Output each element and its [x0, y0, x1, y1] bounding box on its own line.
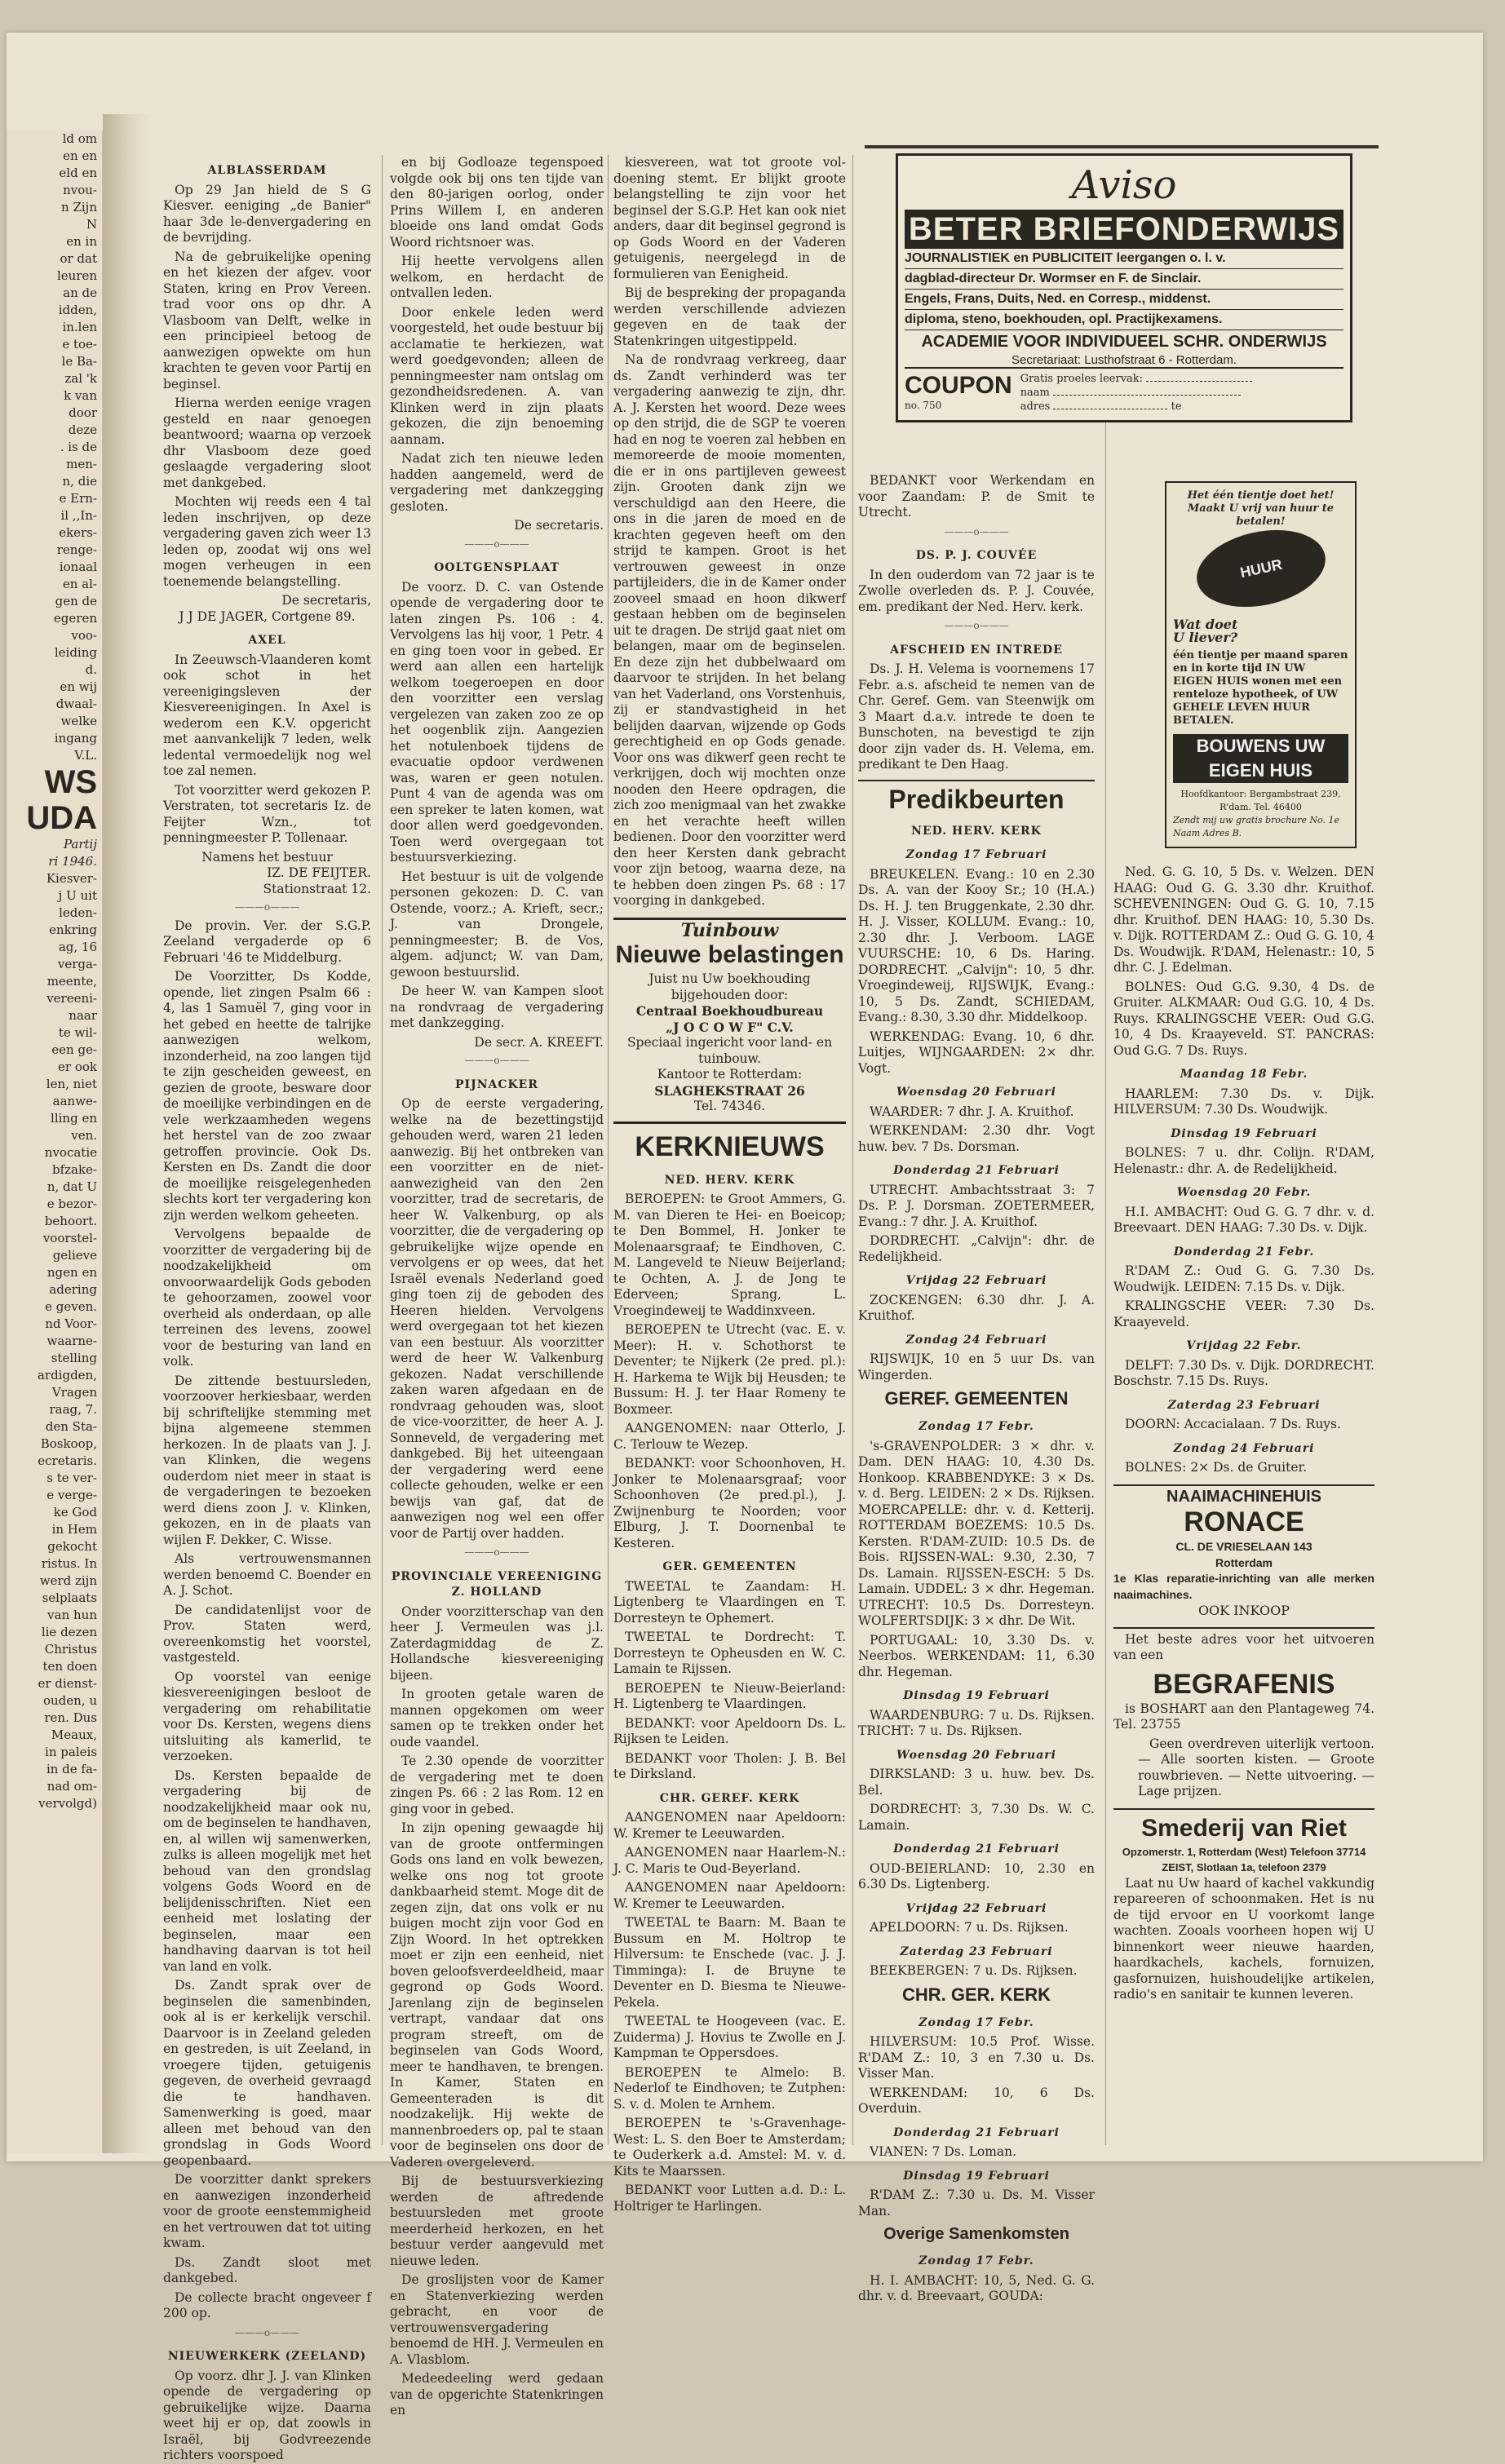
- paragraph: UTRECHT. Ambachtsstraat 3: 7 Ds. P. J. Dorsman. ZOETERMEER, Evang.: 7 dhr. J. A. Kruithof.: [858, 1182, 1095, 1229]
- paragraph: Op voorz. dhr J. J. van Klinken opende de vergadering op gebruikelijke wijze. Daarna weet hij er op, dat zoowls in Israël, bij Godvreezende richters voorspoed: [163, 2368, 371, 2462]
- huur-question: Wat doet: [1173, 617, 1238, 632]
- subheading: GEREF. GEMEENTEN: [884, 1388, 1069, 1409]
- paragraph: De groslijsten voor de Kamer en Statenverkiezing werden gebracht, en voor de vertrouwensvergadering benoemd de HH. J. Vermeulen en A. Vlasblom.: [390, 2272, 604, 2367]
- heading-couvee: DS. P. J. COUVÉE: [915, 549, 1038, 562]
- paragraph: Nadat zich ten nieuwe leden hadden aangemeld, werd de vergadering met dankzegging gesloten.: [390, 451, 604, 514]
- aviso-headline: BETER BRIEFONDERWIJS: [905, 210, 1343, 249]
- paragraph: DELFT: 7.30 Ds. v. Dijk. DORDRECHT. Boschstr. 7.15 Ds. Ruys.: [1113, 1357, 1374, 1388]
- coupon-field[interactable]: [1146, 381, 1252, 382]
- date-heading: Woensdag 20 Februari: [896, 1748, 1056, 1762]
- coupon-field-label: Gratis proeles leervak:: [1020, 373, 1144, 385]
- signature: J J DE JAGER, Cortgene 89.: [179, 608, 356, 624]
- signature: De secr. A. KREEFT.: [474, 1034, 604, 1050]
- strip-line: zal 'k: [64, 371, 97, 386]
- ronace-text: 1e Klas reparatie-inrichting van alle merken naaimachines.: [1113, 1572, 1374, 1601]
- strip-line: len, niet: [46, 1077, 97, 1091]
- date-heading: Woensdag 20 Febr.: [1176, 1186, 1312, 1199]
- strip-line: een ge-: [51, 1042, 97, 1057]
- huur-text: één tientje per maand sparen en in korte tijd IN UW EIGEN HUIS wonen met een renteloze hypotheek, of UW GEHELE LEVEN HUUR BETALEN.: [1173, 649, 1348, 727]
- ad-text: Centraal Boekhoudbureau: [635, 1003, 824, 1019]
- paragraph: In den ouderdom van 72 jaar is te Zwolle overleden ds. P. J. Couvée, em. predikant der Ned. Herv. kerk.: [858, 567, 1095, 614]
- paragraph: 's-GRAVENPOLDER: 3 × dhr. v. Dam. DEN HAAG: 10, 4.30 Ds. Honkoop. KRABBENDYKE: 3 × Ds. v. d. Berg. LEIDEN: 2 × Ds. Rijksen. MOERCAPELLE: dhr. v. d. Ketterij. ROTTERDAM BOEZEMS: 10.5 Ds. Kersten. R'DAM-ZUID: 10.5 Ds. de Bois. RIJSSEN-WAL: 9.30, 2.30, 7 Ds. Lamain. RIJSSEN-ESCH: 5 Ds. Lamain. UDDEL: 3 × dhr. Hegeman. UTRECHT: 10.5 Ds. Dorresteyn. WOLFERTSDIJK: 3 × dhr. De Wit.: [858, 1438, 1095, 1628]
- coupon-field[interactable]: [1053, 395, 1241, 396]
- paragraph: Op voorstel van eenige kiesvereenigingen besloot de vergadering om rehabilitatie voor Ds. Kersten, wegens diens uitsluiting als kamerlid, te verzoeken.: [163, 1669, 371, 1763]
- strip-line: verga-: [57, 957, 97, 971]
- strip-line: lling en: [51, 1111, 97, 1126]
- ad-text: Speciaal ingericht voor land- en tuinbouw.: [626, 1035, 833, 1066]
- ronace-address: CL. DE VRIESELAAN 143: [1175, 1540, 1312, 1553]
- section-tuinbouw: Tuinbouw: [680, 919, 779, 941]
- strip-line: k van: [64, 388, 97, 403]
- signature: Namens het bestuur: [201, 849, 333, 865]
- paragraph: Het bestuur is uit de volgende personen gekozen: D. C. van Ostende, voorz.; A. Krieft, secr.; J. van Drongele, penningmeester; B. de Vos, algem. adjunct; W. van Dam, gewoon bestuurslid.: [390, 869, 604, 980]
- date-heading: Donderdag 21 Febr.: [1173, 1245, 1315, 1259]
- coupon-label: COUPON: [905, 372, 1012, 399]
- smederij-address: ZEIST, Slotlaan 1a, telefoon 2379: [1162, 1861, 1326, 1873]
- paragraph: DORDRECHT. „Calvijn": dhr. de Redelijkheid.: [858, 1233, 1095, 1264]
- strip-line: men-: [66, 457, 97, 471]
- paragraph: H.I. AMBACHT: Oud G. G. 7 dhr. v. d. Breevaart. DEN HAAG: 7.30 Ds. v. Dijk.: [1113, 1204, 1374, 1235]
- ad-text: Tel. 74346.: [693, 1099, 766, 1113]
- aviso-academy: ACADEMIE VOOR INDIVIDUEEL SCHR. ONDERWIJS: [921, 333, 1327, 351]
- subheading: CHR. GEREF. KERK: [659, 1791, 800, 1805]
- strip-line: leuren: [56, 268, 97, 283]
- paragraph: Medeedeeling werd gedaan van de opgerichte Statenkringen en: [390, 2371, 604, 2418]
- strip-line: door: [69, 405, 97, 420]
- paragraph: R'DAM Z.: Oud G. G. 7.30 Ds. Woudwijk. LEIDEN: 7.15 Ds. v. Dijk.: [1113, 1263, 1374, 1294]
- paragraph: APELDOORN: 7 u. Ds. Rijksen.: [870, 1920, 1069, 1935]
- paragraph: In Zeeuwsch-Vlaanderen komt ook schot in het vereenigingsleven der Kiesvereenigingen. In Axel is wederom een K.V. opgericht met aanvankelijk 7 leden, welk ledental vermoedelijk nog wel toe zal nemen.: [163, 652, 371, 778]
- aviso-advertisement: [896, 153, 1352, 422]
- paragraph: Hij heette vervolgens allen welkom, en herdacht de ontvallen leden.: [390, 254, 604, 300]
- paragraph: BEROEPEN te Almelo: B. Nederlof te Eindhoven; te Zutphen: S. v. d. Molen te Arnhem.: [613, 2064, 846, 2112]
- date-heading: Zondag 17 Febr.: [918, 2254, 1034, 2267]
- paragraph: TWEETAL te Dordrecht: T. Dorresteyn te Opheusden en W. C. Lamain te Rijssen.: [613, 1630, 846, 1676]
- paragraph: TWEETAL te Baarn: M. Baan te Bussum en M. Holtrop te Hilversum: te Enschede (vac. J. J. Timminga): I. de Bruyne te Deventer en D. Biesma te Nieuwe-Pekela.: [613, 1915, 846, 2010]
- ronace-city: Rotterdam: [1215, 1555, 1273, 1569]
- strip-line: ten doen: [42, 1659, 97, 1674]
- paragraph: WERKENDAG: Evang. 10, 6 dhr. Luitjes, WIJNGAARDEN: 2× dhr. Vogt.: [858, 1029, 1095, 1076]
- subheading: GER. GEMEENTEN: [662, 1560, 797, 1573]
- paragraph: Ds. Zandt sloot met dankgebed.: [163, 2254, 371, 2285]
- paragraph: AANGENOMEN: naar Otterlo, J. C. Terlouw te Wezep.: [613, 1421, 846, 1452]
- paragraph: Tot voorzitter werd gekozen P. Verstraten, tot secretaris Iz. de Feijter Wzn., tot penningmeester P. Tollenaar.: [163, 782, 371, 845]
- paragraph: Als vertrouwensmannen werden benoemd C. Boender en A. J. Schot.: [163, 1551, 371, 1598]
- paragraph: De zittende bestuursleden, voorzoover herkiesbaar, werden bij schriftelijke stemming met bijna algemeene stemmen herkozen. In de plaats van J. J. van Klinken, die wegens ouderdom niet meer in staat is de vergaderingen te bezoeken werd diens zoon J. v. Klinken, gekozen, en in de plaats van wijlen F. Dekker, C. Wisse.: [163, 1373, 371, 1547]
- ad-text: SLAGHEKSTRAAT 26: [654, 1082, 805, 1099]
- paragraph: De Voorzitter, Ds Kodde, opende, liet zingen Psalm 66 : 4, las 1 Samuël 7, ging voor in het gebed en heette de talrijke aanwezigen welkom, inzonderheid, na zoo langen tijd te zijn gescheiden geweest, en gezien de groote, besware door de moeilijke verbindingen en de vele werkzaamheden wegens het herstel van de zoo zwaar getroffen provincie. Ook Ds. Kersten en Ds. Zandt die door de moeilijke reisgelegenheden slechts kort ter vergadering kon zijn werden welkom geheeten.: [163, 969, 371, 1223]
- paragraph: KRALINGSCHE VEER: 7.30 Ds. Kraayeveld.: [1113, 1298, 1374, 1329]
- strip-line: vereeni-: [46, 991, 97, 1006]
- subheading: NED. HERV. KERK: [664, 1173, 795, 1187]
- heading-alblasserdam: ALBLASSERDAM: [207, 164, 327, 177]
- paragraph: Geen overdreven uiterlijk vertoon. — Alle soorten kisten. — Groote rouwbrieven. — Nette uitvoering. — Lage prijzen.: [1138, 1736, 1374, 1798]
- strip-line: en al-: [62, 577, 97, 591]
- strip-line: deze: [68, 422, 97, 437]
- strip-line: n Zijn: [61, 200, 97, 215]
- strip-line: ke God: [53, 1505, 97, 1520]
- strip-line: welke: [60, 714, 97, 728]
- huur-badge: HUUR: [1189, 519, 1332, 617]
- signature: IZ. DE FEIJTER.: [267, 865, 371, 880]
- paragraph: De provin. Ver. der S.G.P. Zeeland vergaderde op 6 Februari '46 te Middelburg.: [163, 918, 371, 965]
- previous-page-strip: [7, 130, 103, 2153]
- strip-line: den Sta-: [45, 1419, 97, 1434]
- strip-line: in paleis: [45, 1745, 97, 1759]
- paragraph: WAARDENBURG: 7 u. Ds. Rijksen. TRICHT: 7 u. Ds. Rijksen.: [858, 1707, 1095, 1738]
- strip-line: s te ver-: [46, 1471, 97, 1485]
- strip-line: UDA: [26, 800, 97, 836]
- paragraph: OUD-BEIERLAND: 10, 2.30 en 6.30 Ds. Ligtenberg.: [858, 1860, 1095, 1891]
- strip-line: werd zijn: [39, 1573, 97, 1588]
- strip-line: ionaal: [59, 560, 97, 574]
- heading-ooltgensplaat: OOLTGENSPLAAT: [434, 561, 560, 574]
- subheading: CHR. GER. KERK: [901, 1984, 1051, 2005]
- strip-line: in Hem: [51, 1522, 97, 1537]
- strip-line: voorstel-: [42, 1231, 97, 1245]
- strip-line: gen de: [55, 594, 97, 608]
- paragraph: Op de eerste vergadering, welke na de bezettingstijd gehouden werd, waren 21 leden aanwezig. Bij het ontbreken van een voorzitter en de niet-aanwezigheid van den 2en voorzitter, trad de secretaris, de heer W. Valkenburg, op als voorzitter, die de vergadering op gebruikelijke wijze opende en vervolgens er op wees, dat het Israël evenals Nederland goed ging toen zij de geboden des Heeren hielden. Vervolgens werd overgegaan tot het kiezen van een bestuur. Als voorzitter werd de heer W. Valkenburg gekozen. Nadat verschillende zaken waren afgedaan en de rondvraag gehouden was, sloot de vice-voorzitter, de heer A. J. Sonneveld, de vergadering met dankgebed. Bij het uiteengaan der vergadering werd eene collecte gehouden, welke er een bewijs van gaf, dat de aanwezigen nog wel een offer voor de Partij over hadden.: [390, 1096, 604, 1541]
- strip-line: ld om: [62, 131, 97, 146]
- strip-line: raag, 7.: [49, 1402, 97, 1417]
- aviso-title: Aviso: [1071, 162, 1177, 208]
- date-heading: Vrijdag 22 Februari: [905, 1901, 1047, 1915]
- date-heading: Maandag 18 Febr.: [1180, 1068, 1308, 1081]
- strip-line: naar: [69, 1008, 97, 1023]
- paragraph: BEROEPEN te Nieuw-Beierland: H. Ligtenberg te Vlaardingen.: [613, 1680, 846, 1711]
- date-heading: Woensdag 20 Februari: [896, 1086, 1056, 1099]
- strip-line: e verge-: [46, 1488, 97, 1502]
- huur-question: U liever?: [1173, 630, 1238, 645]
- strip-line: bfzake-: [51, 1162, 97, 1177]
- strip-line: idden,: [58, 303, 97, 317]
- signature: De secretaris.: [514, 518, 604, 533]
- date-heading: Zaterdag 23 Februari: [1167, 1398, 1321, 1412]
- date-heading: Vrijdag 22 Februari: [905, 1274, 1047, 1287]
- paragraph: AANGENOMEN naar Haarlem-N.: J. C. Maris te Oud-Beyerland.: [613, 1845, 846, 1876]
- strip-line: voo-: [71, 628, 97, 643]
- paragraph: De voorzitter dankt sprekers en aanwezigen inzonderheid voor de groote eenstemmigheid en het vertrouwen dat tot uiting kwam.: [163, 2172, 371, 2250]
- paragraph: Op 29 Jan hield de S G Kiesver. eeniging „de Banier" haar 3de le-denvergadering en de bevrijding.: [163, 182, 371, 245]
- strip-line: V.L.: [74, 748, 97, 763]
- strip-line: d.: [85, 662, 97, 677]
- huur-brand: BOUWENS UW EIGEN HUIS: [1173, 734, 1348, 783]
- heading-provinciale-vereeniging: PROVINCIALE VEREENIGING Z. HOLLAND: [391, 1569, 603, 1599]
- paragraph: TWEETAL te Zaandam: H. Ligtenberg te Vlaardingen en T. Dorresteyn te Ophemert.: [613, 1578, 846, 1626]
- paragraph: AANGENOMEN naar Apeldoorn: W. Kremer te Leeuwarden.: [613, 1810, 846, 1841]
- paragraph: Bij de bestuursverkiezing werden de aftredende bestuursleden met groote meerderheid herkozen, en het bestuur verder aangevuld met nieuwe leden.: [390, 2174, 604, 2268]
- strip-line: ristus. In: [41, 1556, 97, 1571]
- paragraph: DOORN: Accacialaan. 7 Ds. Ruys.: [1125, 1417, 1341, 1431]
- date-heading: Dinsdag 19 Februari: [903, 1689, 1050, 1702]
- top-rule: [865, 145, 1379, 148]
- strip-line: in de fa-: [46, 1762, 97, 1776]
- strip-line: ri 1946.: [48, 854, 97, 869]
- paragraph: Na de rondvraag verkreeg, daar ds. Zandt verhinderd was ter vergadering aanwezig te zijn, dhr. A. J. Kersten het woord. Deze wees op den strijd, die de SGP te voeren had en nog te voeren zal hebben en memoreerde de mooie momenten, die er in ons partijleven geweest zijn. Grooten dank zijn we verschuldigd aan den Heere, die ons in die jaren de moed en de krachten gegeven heeft om den strijd te kampen. Groot is het vertrouwen geweest in onze partijleiders, die in de Kamer onder zooveel smaad en hoon dikwerf gestaan hebben om de beginselen uit te dragen. De strijd gaat niet om belangen, maar om de beginselen. En deze zijn het dubbelwaard om daarvoor te strijden. In het belang van het Vaderland, ons Vorstenhuis, zij er standvastigheid in het belijden daarvan, wijzende op Gods gerechtigheid en op Gods genade. Voor ons was dikwerf geen recht te verkrijgen, doch wij mochten onze nooden den Heere opdragen, die zich zoo menigmaal van het zwakke en het verachte heeft willen bedienen. Door den voorzitter werd den heer Kersten dank gebracht voor zijn betoog, waarna deze, na te hebben doen zingen Ps. 68 : 17 voorging in dankgebed.: [613, 352, 846, 908]
- column-2: en bij Godloaze tegenspoed volgde ook bij ons ten tijde van den 80-jarigen oorlog, onder Prins Willem I, en anderen bloeide ons land omdat Gods Woord richtsnoer was. Hij heette vervolgens allen welkom, en herdacht de ontvallen leden. Door enkele leden werd voorgesteld, het oude bestuur bij acclamatie te herkiezen, wat werd goedgevonden; alleen de penningmeester nam ontslag om gezondheidsredenen. A. van Klinken werd in zijn plaats gekozen, die zijn benoeming aannam. Nadat zich ten nieuwe leden hadden aangemeld, werd de vergadering met dankzegging gesloten. De secretaris. ———o——— OOLTGENSPLAAT De voorz. D. C. van Ostende opende de vergadering door te laten zingen Ps. 106 : 4. Vervolgens las hij voor, 1 Petr. 4 en ging toen voor in gebed. Er werd aan allen een hartelijk welkom toegeroepen en door den voorzitter een verslag vergelezen van zaken zoo ze op het oogenblik zijn. Aangezien het notulenboek tijdens de evacuatie opdoor verdwenen was, waren er geen notulen. Punt 4 van de agenda was om een spreker te laten komen, wat door allen werd goedgevonden. Toen werd overgegaan tot bestuursverkiezing. Het bestuur is uit de volgende personen gekozen: D. C. van Ostende, voorz.; A. Krieft, secr.; J. van Drongele, penningmeester; B. de Vos, algem. adjunct; W. van Dam, gewoon bestuurslid. De heer W. van Kampen sloot na rondvraag de vergadering met dankzegging. De secr. A. KREEFT. ———o——— PIJNACKER Op de eerste vergadering, welke na de bezettingstijd gehouden werd, waren 21 leden aanwezig. Bij het ontbreken van een voorzitter en de niet-aanwezigheid van den 2en voorzitter, trad de secretaris, de heer W. Valkenburg, op als voorzitter, die de vergadering op gebruikelijke wijze opende en vervolgens er op wees, dat het Israël evenals Nederland goed ging toen zij de geboden des Heeren hielden. Vervolgens werd overgegaan tot het kiezen van een bestuur. Als voorzitter werd de heer W. Valkenburg gekozen. Nadat verschillende zaken waren afgedaan en de rondvraag gehouden was, sloot de vice-voorzitter, de heer A. J. Sonneveld, de vergadering met dankgebed. Bij het uiteengaan der vergadering werd eene collecte gehouden, welke er een bewijs van gaf, dat de aanwezigen nog wel een offer voor de Partij over hadden. ———o——— PROVINCIALE VEREENIGING Z. HOLLAND Onder voorzitterschap van den heer J. Vermeulen was j.l. Zaterdagmiddag de Z. Hollandsche kiesvereeniging bijeen. In grooten getale waren de mannen opgekomen om weer samen op te trekken onder het oude vaandel. Te 2.30 opende de voorzitter de vergadering met te doen zingen Ps. 66 : 2 las Rom. 12 en ging voor in gebed. In zijn opening gewaagde hij van de groote ontfermingen Gods ons land en volk bewezen, welke ons nog tot groote dankbaarheid stemt. Moge dit de zegen zijn, dat ons volk er nu buigen mocht zijn voor God en Zijn Woord. In het optrekken moet er zijn een eenheid, niet boven geloofsverdeeldheid, maar gegrond op Gods Woord. Jarenlang zijn de beginselen vertrapt, vandaar dat ons program streeft, om de beginselen van Gods Woord, meer te handhaven, te brengen. In Kamer, Staten en Gemeenteraden is dit noodzakelijk. Hij wekte de mannenbroeders op, pal te staan voor de beginselen ons door de Vaderen overgeleverd. Bij de bestuursverkiezing werden de aftredende bestuursleden met groote meerderheid herkozen, en het bestuur verder aangevuld met nieuwe leden. De groslijsten voor de Kamer en Statenverkiezing werden gebracht, en voor de vertrouwensvergadering benoemd de HH. J. Vermeulen en A. Vlasblom. Medeedeeling werd gedaan van de opgerichte Statenkringen en: [390, 155, 604, 2418]
- signature: Stationstraat 12.: [263, 881, 371, 896]
- paragraph: BEDANKT voor Werkendam en voor Zaandam: P. de Smit te Utrecht.: [858, 473, 1095, 520]
- strip-line: ecretaris.: [38, 1453, 97, 1468]
- paragraph: en bij Godloaze tegenspoed volgde ook bij ons ten tijde van den 80-jarigen oorlog, onder Prins Willem I, en anderen bloeide ons land omdat Gods Woord richtsnoer was.: [390, 155, 604, 250]
- strip-line: Kiesver-: [46, 871, 97, 886]
- paragraph: In zijn opening gewaagde hij van de groote ontfermingen Gods ons land en volk bewezen, welke ons nog tot groote dankbaarheid stemt. Moge dit de zegen zijn, dat ons volk er nu buigen mocht zijn voor God en Zijn Woord. In het optrekken moet er zijn een eenheid, niet boven geloofsverdeeldheid, maar gegrond op Gods Woord. Jarenlang zijn de beginselen vertrapt, vandaar dat ons program streeft, om de beginselen van Gods Woord, meer te handhaven, te brengen. In Kamer, Staten en Gemeenteraden is dit noodzakelijk. Hij wekte de mannenbroeders op, pal te staan voor de beginselen ons door de Vaderen overgeleverd.: [390, 1820, 604, 2170]
- heading-afscheid: AFSCHEID EN INTREDE: [890, 643, 1063, 657]
- paragraph: Onder voorzitterschap van den heer J. Vermeulen was j.l. Zaterdagmiddag de Z. Hollandsche kiesvereeniging bijeen.: [390, 1604, 604, 1683]
- strip-line: gelieve: [52, 1248, 97, 1263]
- paragraph: DORDRECHT: 3, 7.30 Ds. W. C. Lamain.: [858, 1802, 1095, 1833]
- paragraph: TWEETAL te Hoogeveen (vac. E. Zuiderma) J. Hovius te Zwolle en J. Kampman te Oppersdoes.: [613, 2014, 846, 2060]
- strip-line: e geven.: [45, 1299, 97, 1314]
- paragraph: Ned. G. G. 10, 5 Ds. v. Welzen. DEN HAAG: Oud G. G. 3.30 dhr. Kruithof. SCHEVENINGEN: Oud G. G. 10, 7.15 dhr. Kruithof. DEN HAAG: 10, 5.30 Ds. v. Dijk. ROTTERDAM Z.: Oud G. G. 10, 4 Ds. Woudwijk. R'DAM, Helenastr.: 10, 5 dhr. C. J. Edelman.: [1113, 865, 1374, 975]
- paragraph: In grooten getale waren de mannen opgekomen om weer samen op te trekken onder het oude vaandel.: [390, 1687, 604, 1750]
- column-1: ALBLASSERDAM Op 29 Jan hield de S G Kiesver. eeniging „de Banier" haar 3de le-denvergadering en de bevrijding. Na de gebruikelijke opening en het kiezen der afgev. voor Staten, kring en Prov Vereen. trad voor ons op dhr. A Vlasboom van Delft, welke in een principieel betoog de aanwezigen opwekte om hun krachten te geven voor Partij en beginsel. Hierna werden eenige vragen gesteld en naar genoegen beantwoord; waarna op verzoek dhr Vlasboom deze goed geslaagde vergadering sloot met dankgebed. Mochten wij reeds een 4 tal leden inschrijven, op deze vergadering gaven zich weer 13 leden op, zoodat wij ons wel mogen verheugen in een toenemende belangstelling. De secretaris, J J DE JAGER, Cortgene 89. AXEL In Zeeuwsch-Vlaanderen komt ook schot in het vereenigingsleven der Kiesvereenigingen. In Axel is wederom een K.V. opgericht met aanvankelijk 7 leden, welk ledental vermoedelijk nog wel toe zal nemen. Tot voorzitter werd gekozen P. Verstraten, tot secretaris Iz. de Feijter Wzn., tot penningmeester P. Tollenaar. Namens het bestuur IZ. DE FEIJTER. Stationstraat 12. ———o——— De provin. Ver. der S.G.P. Zeeland vergaderde op 6 Februari '46 te Middelburg. De Voorzitter, Ds Kodde, opende, liet zingen Psalm 66 : 4, las 1 Samuël 7, ging voor in het gebed en heette de talrijke aanwezigen welkom, inzonderheid, na zoo langen tijd te zijn gescheiden geweest, en gezien de groote, besware door de moeilijke verbindingen en de vele werkzaamheden wegens het herstel van de zoo zwaar getroffen provincie. Ook Ds. Kersten en Ds. Zandt die door de moeilijke reisgelegenheden slechts kort ter vergadering kon zijn werden welkom geheeten. Vervolgens bepaalde de voorzitter de vergadering bij de noodzakelijkheid om onvoorwaardelijk Gods geboden te gehoorzamen, zoowel voor overheid als onderdaan, op alle terreinen des levens, zoowel voor de besturing van land en volk. De zittende bestuursleden, voorzoover herkiesbaar, werden bij schriftelijke stemming met bijna algemeene stemmen herkozen. In de plaats van J. J. van Klinken, die wegens ouderdom niet meer in staat is de vergaderingen te bezoeken werd diens zoon J. v. Klinken, gekozen, en in de plaats van wijlen F. Dekker, C. Wisse. Als vertrouwensmannen werden benoemd C. Boender en A. J. Schot. De candidatenlijst voor de Prov. Staten werd, overeenkomstig het voorstel, vastgesteld. Op voorstel van eenige kiesvereenigingen besloot de vergadering om rehabilitatie voor Ds. Kersten, wegens diens uitsluiting als kamerlid, te verzoeken. Ds. Kersten bepaalde de vergadering bij de noodzakelijkheid maar ook nu, om de beginselen te handhaven, en, al willen wij samenwerken, zulks is alleen mogelijk met het behoud van den grondslag volgens Gods Woord en de belijdenisschriften. Niet een eenheid met loslating der beginselen, maar een handhaving daarvan is tot heil van land en volk. Ds. Zandt sprak over de beginselen die samenbinden, ook al is er kerkelijk verschil. Daarvoor is in Zeeland geleden en gestreden, is uit Zeeland, in vroegere tijden, getuigenis gegeven, de overheid gevraagd die te handhaven. Samenwerking is goed, maar alleen met behoud van den grondslag in Gods Woord geopenbaard. De voorzitter dankt sprekers en aanwezigen inzonderheid voor de groote eenstemmigheid en het vertrouwen dat tot uiting kwam. Ds. Zandt sloot met dankgebed. De collecte bracht ongeveer f 200 op. ———o——— NIEUWERKERK (ZEELAND) Op voorz. dhr J. J. van Klinken opende de vergadering op gebruikelijke wijze. Daarna weet hij er op, dat zoowls in Israël, bij Godvreezende richters voorspoed: [163, 164, 371, 2462]
- heading-axel: AXEL: [248, 634, 286, 647]
- huur-address: Hoofdkantoor: Bergambstraat 239, R'dam. Tel. 46400: [1180, 789, 1341, 812]
- date-heading: Zaterdag 23 Februari: [900, 1944, 1053, 1958]
- strip-line: nd Voor-: [45, 1316, 97, 1331]
- ad-text: „J O C O W F" C.V.: [666, 1019, 794, 1035]
- paragraph: Hierna werden eenige vragen gesteld en naar genoegen beantwoord; waarna op verzoek dhr Vlasboom deze goed geslaagde vergadering sloot met dankgebed.: [163, 396, 371, 490]
- paragraph: BEROEPEN te Utrecht (vac. E. v. Meer): H. v. Schothorst te Deventer; te Nijkerk (2e pred. pl.): H. Harkema te Wijk bij Heusden; te Bussum: H. J. ter Haar Romeny te Boxmeer.: [613, 1322, 846, 1417]
- aviso-line: dagblad-directeur Dr. Wormser en F. de Sinclair.: [905, 269, 1343, 290]
- strip-line: ag, 16: [58, 940, 97, 954]
- paragraph: kiesvereen, wat tot groote vol-doening stemt. Er blijkt groote belangstelling te zijn voor het beginsel der S.G.P. Het kan ook niet anders, daar dit beginsel gegrond is op Gods Woord en der Vaderen getuigenis, neergelegd in de formulieren van Eenigheid.: [613, 155, 846, 281]
- strip-line: an de: [63, 285, 97, 300]
- strip-line: le Ba-: [61, 354, 97, 369]
- strip-line: ingang: [54, 731, 97, 745]
- strip-line: nad om-: [46, 1779, 97, 1794]
- smederij-address: Opzomerstr. 1, Rotterdam (West) Telefoon 37714: [1122, 1845, 1366, 1858]
- strip-line: e Ern-: [59, 491, 97, 506]
- date-heading: Donderdag 21 Februari: [893, 1842, 1060, 1856]
- strip-line: stelling: [51, 1351, 97, 1365]
- date-heading: Dinsdag 19 Februari: [903, 2169, 1050, 2183]
- strip-line: Partij: [63, 837, 97, 852]
- date-heading: Donderdag 21 Februari: [893, 2126, 1060, 2139]
- paragraph: RIJSWIJK, 10 en 5 uur Ds. van Wingerden.: [858, 1351, 1095, 1382]
- paragraph: De collecte bracht ongeveer f 200 op.: [163, 2289, 371, 2320]
- strip-line: Meaux,: [51, 1727, 97, 1742]
- strip-line: er ook: [58, 1059, 97, 1074]
- paragraph: is BOSHART aan den Plantageweg 74. Tel. 23755: [1113, 1701, 1374, 1732]
- strip-line: in.len: [62, 320, 97, 334]
- paragraph: Ds. J. H. Velema is voornemens 17 Febr. a.s. afscheid te nemen van de Chr. Geref. Gem. van Steenwijk om 3 Maart d.a.v. intrede te doen te Bunschoten, na bevestigd te zijn door zijn vader ds. H. Velema, em. predikant te Den Haag.: [858, 661, 1095, 772]
- coupon-field-label: naam: [1020, 387, 1050, 399]
- paragraph: De voorz. D. C. van Ostende opende de vergadering door te laten zingen Ps. 106 : 4. Vervolgens las hij voor, 1 Petr. 4 en ging toen voor in gebed. Er werd aan allen een hartelijk welkom toegeroepen en door den voorzitter een verslag vergelezen van zaken zoo ze op het oogenblik zijn. Aangezien het notulenboek tijdens de evacuatie opdoor verdwenen was, waren er geen notulen. Punt 4 van de agenda was om een spreker te laten komen, wat door allen werd goedgevonden. Toen werd overgegaan tot bestuursverkiezing.: [390, 579, 604, 865]
- column-3: [613, 155, 846, 2214]
- paragraph: De candidatenlijst voor de Prov. Staten werd, overeenkomstig het voorstel, vastgesteld.: [163, 1602, 371, 1665]
- coupon-field-label: adres: [1020, 400, 1051, 413]
- strip-line: . is de: [60, 440, 97, 454]
- strip-line: en en: [63, 148, 97, 163]
- coupon-field-label: te: [1171, 400, 1182, 413]
- huur-coupon: Naam Adres B.: [1173, 828, 1242, 838]
- heading-nieuwerkerk: NIEUWERKERK (ZEELAND): [167, 2350, 367, 2363]
- strip-line: behoort.: [44, 1214, 97, 1228]
- strip-line: WS: [44, 764, 97, 800]
- paragraph: BEDANKT voor Tholen: J. B. Bel te Dirksland.: [613, 1750, 846, 1781]
- strip-line: n, dat U: [46, 1179, 97, 1194]
- strip-line: ouden, u: [42, 1693, 97, 1708]
- paragraph: BEROEPEN te 's-Gravenhage-West: L. S. den Boer te Amsterdam; te Ouderkerk a.d. Amstel: M. v. d. Kits te Maarssen.: [613, 2116, 846, 2179]
- ronace-inkoop: OOK INKOOP: [1197, 1603, 1290, 1618]
- strip-line: ven.: [71, 1128, 97, 1143]
- paragraph: Ds. Kersten bepaalde de vergadering bij de noodzakelijkheid maar ook nu, om de beginselen te handhaven, en, al willen wij samenwerken, zulks is alleen mogelijk met het behoud van den grondslag volgens Gods Woord en de belijdenisschriften. Niet een eenheid met loslating der beginselen, maar een handhaving daarvan is tot heil van land en volk.: [163, 1767, 371, 1974]
- signature: De secretaris,: [281, 593, 371, 608]
- page-gutter: [103, 114, 152, 2153]
- paragraph: BEROEPEN: te Groot Ammers, G. M. van Dieren te Hei- en Boeicop; te Den Bommel, H. Jonker te Molenaarsgraaf; te Eindhoven, C. M. Langeveld te Nieuw Beijerland; te Ochten, A. J. de Jong te Ederveen; Sprang, L. Vroegindeweij te Waddinxveen.: [613, 1192, 846, 1318]
- paragraph: BOLNES: 7 u. dhr. Colijn. R'DAM, Helenastr.: dhr. A. de Redelijkheid.: [1113, 1145, 1374, 1176]
- ronace-heading: RONACE: [1184, 1506, 1304, 1537]
- strip-line: er dienst-: [38, 1676, 97, 1691]
- huur-advertisement: [1165, 481, 1357, 848]
- paragraph: WAARDER: 7 dhr. J. A. Kruithof.: [870, 1104, 1074, 1119]
- aviso-line: Engels, Frans, Duits, Ned. en Corresp., middenst.: [905, 290, 1343, 310]
- date-heading: Zondag 24 Februari: [905, 1333, 1047, 1347]
- strip-line: adering: [49, 1282, 97, 1297]
- strip-line: leden-: [59, 905, 97, 920]
- paragraph: Laat nu Uw haard of kachel vakkundig repareeren of schoonmaken. Het is nu de tijd ervoor en U voorkomt lange wachten. Zooals voorheen hopen wij U binnenkort weer nieuwe haarden, haardkachels, kachels, fornuizen, gasfornuizen, huishoudelijke artikelen, radio's en sanitair te kunnen leveren.: [1113, 1875, 1374, 2002]
- paragraph: BEDANKT voor Lutten a.d. D.: L. Holtriger te Harlingen.: [613, 2183, 846, 2214]
- column-5: [1113, 865, 1374, 2145]
- strip-line: nvocatie: [44, 1145, 97, 1160]
- paragraph: Bij de bespreking der propaganda werden verschillende adviezen gegeven en de taak der Statenkringen uitgestippeld.: [613, 285, 846, 348]
- paragraph: BOLNES: Oud G.G. 9.30, 4 Ds. de Gruiter. ALKMAAR: Oud G.G. 10, 4 Ds. Ruys. KRALINGSCHE VEER: Oud G.G. 10, 4 Ds. Kraayeveld. ST. PANCRAS: Oud G.G. 7 Ds. Ruys.: [1113, 979, 1374, 1058]
- date-heading: Zondag 17 Febr.: [918, 2015, 1034, 2029]
- strip-line: n, die: [62, 474, 97, 489]
- strip-line: en wij: [60, 679, 97, 694]
- strip-line: ekers-: [59, 525, 97, 540]
- strip-line: ardigden,: [37, 1368, 97, 1382]
- date-heading: Vrijdag 22 Febr.: [1186, 1339, 1302, 1352]
- paragraph: VIANEN: 7 Ds. Loman.: [870, 2144, 1017, 2159]
- ad-heading: Nieuwe belastingen: [615, 941, 844, 968]
- heading-pijnacker: PIJNACKER: [455, 1077, 538, 1091]
- paragraph: PORTUGAAL: 10, 3.30 Ds. v. Neerbos. WERKENDAM: 11, 6.30 dhr. Hegeman.: [858, 1632, 1095, 1679]
- predikbeurten-heading: Predikbeurten: [888, 784, 1065, 814]
- paragraph: DIRKSLAND: 3 u. huw. bev. Ds. Bel.: [858, 1767, 1095, 1798]
- paragraph: BOLNES: 2× Ds. de Gruiter.: [1125, 1460, 1308, 1475]
- strip-line: lie dezen: [41, 1625, 97, 1639]
- strip-line: meente,: [46, 974, 97, 989]
- paragraph: H. I. AMBACHT: 10, 5, Ned. G. G. dhr. v. d. Breevaart, GOUDA:: [858, 2272, 1095, 2303]
- strip-line: enkring: [49, 922, 97, 937]
- paragraph: ZOCKENGEN: 6.30 dhr. J. A. Kruithof.: [858, 1292, 1095, 1323]
- strip-line: selplaats: [42, 1590, 97, 1605]
- paragraph: Te 2.30 opende de voorzitter de vergadering met te doen zingen Ps. 66 : 2 las Rom. 12 en ging voor in gebed.: [390, 1754, 604, 1816]
- paragraph: Ds. Zandt sprak over de beginselen die samenbinden, ook al is er kerkelijk verschil. Daarvoor is in Zeeland geleden en gestreden, is uit Zeeland, in vroegere tijden, getuigenis gegeven, de overheid gevraagd die te handhaven. Samenwerking is goed, maar alleen met behoud van den grondslag in Gods Woord geopenbaard.: [163, 1978, 371, 2168]
- begrafenis-heading: BEGRAFENIS: [1153, 1668, 1335, 1700]
- paragraph: BEDANKT: voor Apeldoorn Ds. L. Rijksen te Leiden.: [613, 1715, 846, 1746]
- strip-line: egeren: [53, 611, 97, 626]
- strip-line: waarne-: [46, 1334, 97, 1348]
- strip-line: ren. Dus: [44, 1710, 97, 1725]
- paragraph: BEDANKT: voor Schoonhoven, H. Jonker te Molenaarsgraaf; voor Schoonhoven (2e pred.pl.), J. Zwijnenburg te Noorden; voor Elburg, J. T. Doornenbal te Kesteren.: [613, 1456, 846, 1551]
- strip-line: nvou-: [63, 183, 97, 197]
- paragraph: R'DAM Z.: 7.30 u. Ds. M. Visser Man.: [858, 2188, 1095, 2218]
- aviso-line: diploma, steno, boekhouden, opl. Practijkexamens.: [905, 310, 1343, 330]
- paragraph: WERKENDAM: 10, 6 Ds. Overduin.: [858, 2085, 1095, 2116]
- huur-slogan: Het één tientje doet het! Maakt U vrij van huur te betalen!: [1187, 489, 1335, 528]
- strip-line: Christus: [44, 1642, 97, 1657]
- kerknieuws-heading: KERKNIEUWS: [635, 1130, 825, 1162]
- strip-line: j U uit: [58, 888, 97, 903]
- paragraph: Na de gebruikelijke opening en het kiezen der afgev. voor Staten, kring en Prov Vereen. trad voor ons op dhr. A Vlasboom van Delft, welke in een principieel betoog de aanwezigen opwekte om hun krachten te geven voor Partij en beginsel.: [163, 249, 371, 391]
- paragraph: WERKENDAM: 2.30 dhr. Vogt huw. bev. 7 Ds. Dorsman.: [858, 1123, 1095, 1154]
- column-4: BEDANKT voor Werkendam en voor Zaandam: P. de Smit te Utrecht. ———o——— DS. P. J. COUVÉE In den ouderdom van 72 jaar is te Zwolle overleden ds. P. J. Couvée, em. predikant der Ned. Herv. kerk. ———o——— AFSCHEID EN INTREDE Ds. J. H. Velema is voornemens 17 Febr. a.s. afscheid te nemen van de Chr. Geref. Gem. van Steenwijk om 3 Maart d.a.v. intrede te doen te Bunschoten, na bevestigd te zijn door zijn vader ds. H. Velema, em. predikant te Den Haag. Predikbeurten NED. HERV. KERK Zondag 17 Februari BREUKELEN. Evang.: 10 en 2.30 Ds. A. van der Kooy Sr.; 10 (H.A.) Ds. H. J. ten Bruggenkate, 2.30 dhr. H. J. Visser, KOLLUM. Evang.: 10, 2.30 dhr. J. Verboom. LAGE VUURSCHE: 10, 6 Ds. Haring. DORDRECHT. „Calvijn": 10, 5 dhr. Vroegindeweij, RIJSWIJK, Evang.: 10, 5 Ds. Zandt, SCHIEDAM, Evang.: 8.30, 3.30 dhr. Middelkoop. WERKENDAG: Evang. 10, 6 dhr. Luitjes, WIJNGAARDEN: 2× dhr. Vogt. Woensdag 20 Februari WAARDER: 7 dhr. J. A. Kruithof. WERKENDAM: 2.30 dhr. Vogt huw. bev. 7 Ds. Dorsman. Donderdag 21 Februari UTRECHT. Ambachtsstraat 3: 7 Ds. P. J. Dorsman. ZOETERMEER, Evang.: 7 dhr. J. A. Kruithof. DORDRECHT. „Calvijn": dhr. de Redelijkheid. Vrijdag 22 Februari ZOCKENGEN: 6.30 dhr. J. A. Kruithof. Zondag 24 Februari RIJSWIJK, 10 en 5 uur Ds. van Wingerden. GEREF. GEMEENTEN Zondag 17 Febr. 's-GRAVENPOLDER: 3 × dhr. v. Dam. DEN HAAG: 10, 4.30 Ds. Honkoop. KRABBENDYKE: 3 × Ds. v. d. Berg. LEIDEN: 2 × Ds. Rijksen. MOERCAPELLE: dhr. v. d. Ketterij. ROTTERDAM BOEZEMS: 10.5 Ds. Kersten. R'DAM-ZUID: 10.5 Ds. de Bois. RIJSSEN-WAL: 9.30, 2.30, 7 Ds. Lamain. RIJSSEN-ESCH: 5 Ds. Lamain. UDDEL: 3 × dhr. Hegeman. UTRECHT: 10.5 Ds. Dorresteyn. WOLFERTSDIJK: 3 × dhr. De Wit. PORTUGAAL: 10, 3.30 Ds. v. Neerbos. WERKENDAM: 11, 6.30 dhr. Hegeman. Dinsdag 19 Februari WAARDENBURG: 7 u. Ds. Rijksen. TRICHT: 7 u. Ds. Rijksen. Woensdag 20 Februari DIRKSLAND: 3 u. huw. bev. Ds. Bel. DORDRECHT: 3, 7.30 Ds. W. C. Lamain. Donderdag 21 Februari OUD-BEIERLAND: 10, 2.30 en 6.30 Ds. Ligtenberg. Vrijdag 22 Februari APELDOORN: 7 u. Ds. Rijksen. Zaterdag 23 Februari BEEKBERGEN: 7 u. Ds. Rijksen. CHR. GER. KERK Zondag 17 Febr. HILVERSUM: 10.5 Prof. Wisse. R'DAM Z.: 10, 3 en 7.30 u. Ds. Visser Man. WERKENDAM: 10, 6 Ds. Overduin. Donderdag 21 Februari VIANEN: 7 Ds. Loman. Dinsdag 19 Februari R'DAM Z.: 7.30 u. Ds. M. Visser Man. Overige Samenkomsten Zondag 17 Febr. H. I. AMBACHT: 10, 5, Ned. G. G. dhr. v. d. Breevaart, GOUDA:: [858, 473, 1095, 2303]
- paragraph: HAARLEM: 7.30 Ds. v. Dijk. HILVERSUM: 7.30 Ds. Woudwijk.: [1113, 1086, 1374, 1117]
- subheading: NED. HERV. KERK: [911, 824, 1042, 838]
- paragraph: BEEKBERGEN: 7 u. Ds. Rijksen.: [870, 1963, 1078, 1978]
- paragraph: HILVERSUM: 10.5 Prof. Wisse. R'DAM Z.: 10, 3 en 7.30 u. Ds. Visser Man.: [858, 2034, 1095, 2081]
- strip-line: il ,,In-: [60, 508, 97, 523]
- date-heading: Donderdag 21 Februari: [893, 1164, 1060, 1177]
- aviso-line: JOURNALISTIEK en PUBLICITEIT leergangen o. l. v.: [905, 249, 1343, 269]
- strip-line: dwaal-: [55, 697, 97, 711]
- naaimachine-heading: NAAIMACHINEHUIS: [1166, 1487, 1321, 1506]
- smederij-heading: Smederij van Riet: [1141, 1814, 1347, 1842]
- paragraph: BREUKELEN. Evang.: 10 en 2.30 Ds. A. van der Kooy Sr.; 10 (H.A.) Ds. H. J. ten Bruggenkate, 2.30 dhr. H. J. Visser, KOLLUM. Evang.: 10, 2.30 dhr. J. Verboom. LAGE VUURSCHE: 10, 6 Ds. Haring. DORDRECHT. „Calvijn": 10, 5 dhr. Vroegindeweij, RIJSWIJK, Evang.: 10, 5 Ds. Zandt, SCHIEDAM, Evang.: 8.30, 3.30 dhr. Middelkoop.: [858, 866, 1095, 1024]
- strip-line: Boskoop,: [40, 1436, 97, 1451]
- strip-line: e bezor-: [46, 1197, 97, 1211]
- ad-text: Kantoor te Rotterdam:: [657, 1067, 803, 1082]
- paragraph: Het beste adres voor het uitvoeren van een: [1113, 1631, 1374, 1662]
- date-heading: Dinsdag 19 Februari: [1171, 1126, 1317, 1140]
- strip-line: van hun: [47, 1608, 97, 1622]
- strip-line: aanwe-: [52, 1094, 97, 1108]
- paragraph: Vervolgens bepaalde de voorzitter de vergadering bij de noodzakelijkheid om onvoorwaardelijk Gods geboden te gehoorzamen, zoowel voor overheid als onderdaan, op alle terreinen des levens, zoowel voor de besturing van land en volk.: [163, 1227, 371, 1369]
- strip-line: vervolgd): [38, 1796, 97, 1811]
- strip-line: te wil-: [58, 1025, 97, 1040]
- strip-line: gekocht: [47, 1539, 97, 1554]
- paragraph: AANGENOMEN naar Apeldoorn: W. Kremer te Leeuwarden.: [613, 1880, 846, 1911]
- coupon-number: no. 750: [905, 400, 942, 411]
- paragraph: De heer W. van Kampen sloot na rondvraag de vergadering met dankzegging.: [390, 984, 604, 1030]
- strip-line: or dat: [60, 251, 97, 266]
- strip-line: leiding: [54, 645, 97, 660]
- strip-line: eld en: [59, 166, 97, 180]
- strip-line: renge-: [56, 542, 97, 557]
- date-heading: Zondag 24 Februari: [1173, 1441, 1315, 1455]
- strip-line: N: [86, 217, 97, 232]
- strip-line: Vragen: [51, 1385, 97, 1400]
- paragraph: Mochten wij reeds een 4 tal leden inschrijven, op deze vergadering gaven zich weer 13 leden op, zoodat wij ons wel mogen verheugen in een toenemende belangstelling.: [163, 494, 371, 589]
- strip-line: en in: [66, 234, 97, 249]
- strip-line: e toe-: [62, 337, 97, 352]
- subheading: Overige Samenkomsten: [883, 2225, 1069, 2243]
- paragraph: Door enkele leden werd voorgesteld, het oude bestuur bij acclamatie te herkiezen, wat werd goedgevonden; alleen de penningmeester nam ontslag om gezondheidsredenen. A. van Klinken werd in zijn plaats gekozen, die zijn benoeming aannam.: [390, 304, 604, 447]
- date-heading: Zondag 17 Februari: [905, 848, 1047, 861]
- huur-coupon: Zendt mij uw gratis brochure No. 1e: [1173, 815, 1340, 825]
- date-heading: Zondag 17 Febr.: [918, 1420, 1034, 1433]
- strip-line: ngen en: [46, 1265, 97, 1280]
- aviso-secretariat: Secretariaat: Lusthofstraat 6 - Rotterdam.: [905, 353, 1343, 369]
- ad-text: Juist nu Uw boekhouding bijgehouden door:: [648, 971, 811, 1002]
